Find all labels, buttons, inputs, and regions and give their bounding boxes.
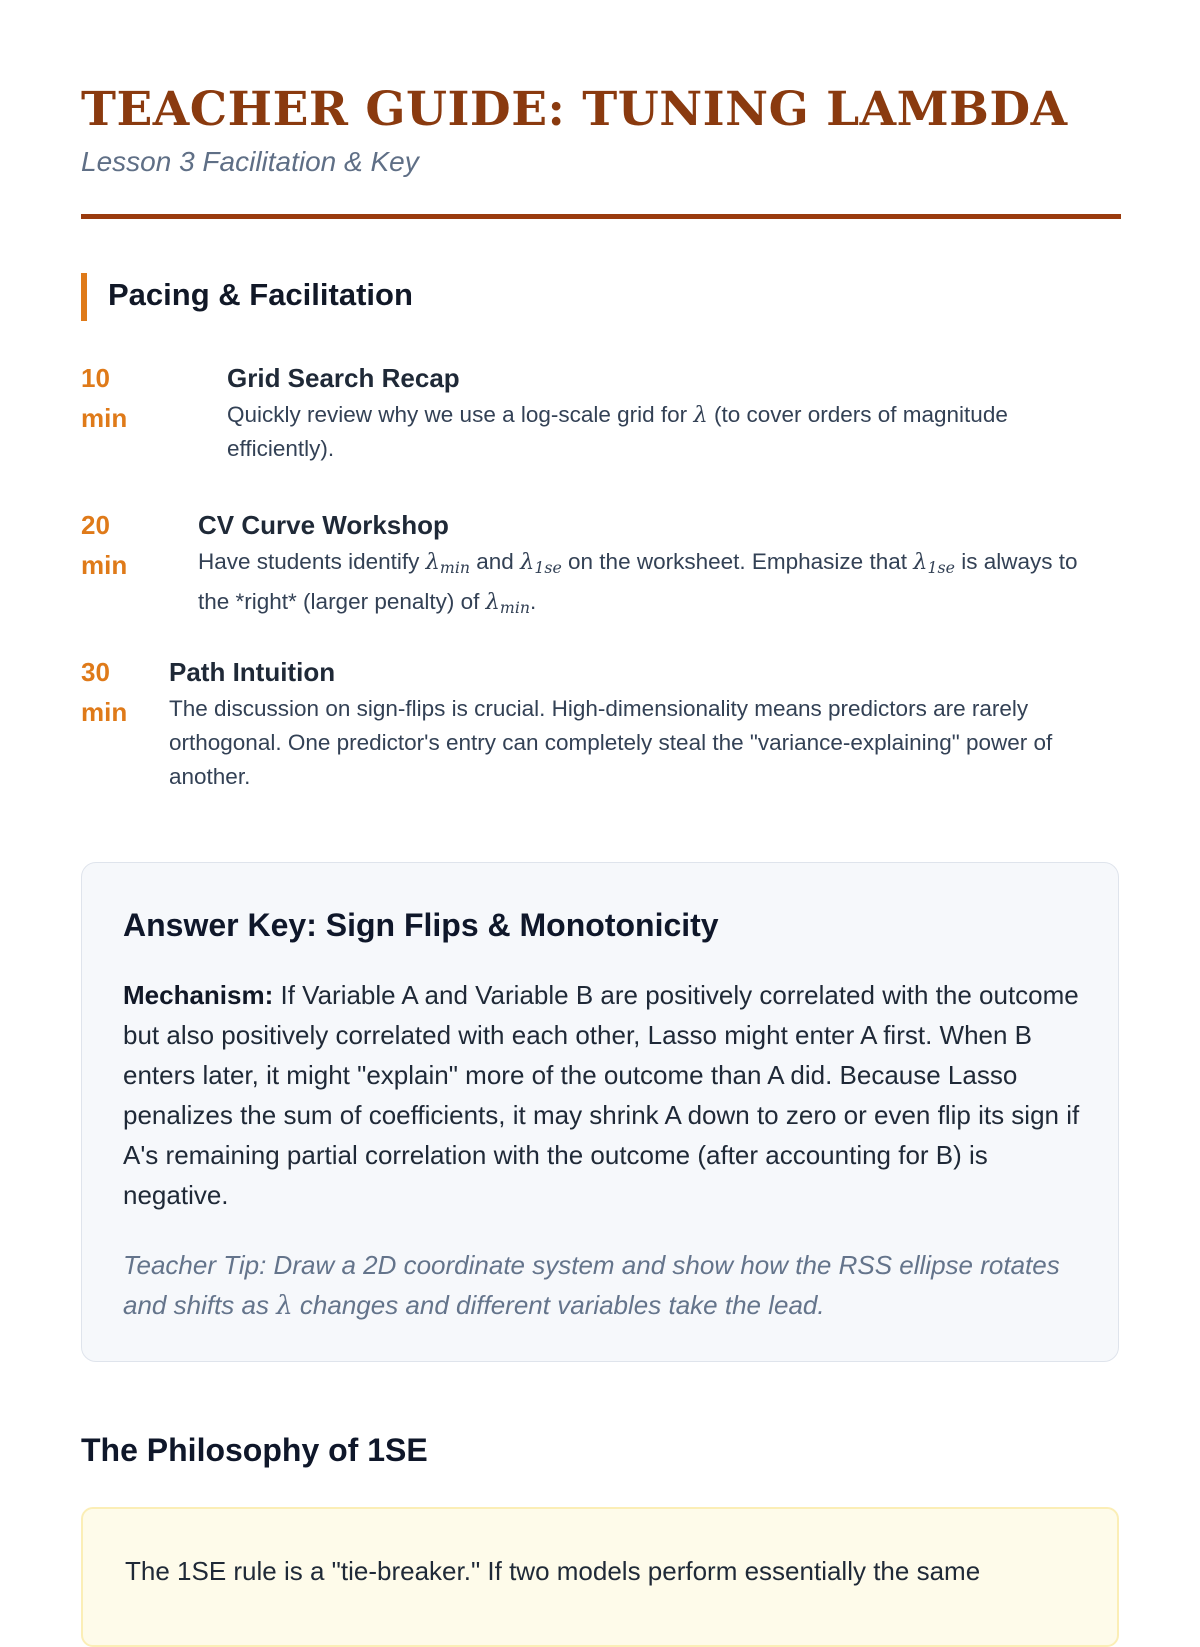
pacing-title: Path Intuition — [169, 657, 336, 687]
pacing-description — [227, 398, 1107, 466]
philosophy-title: The Philosophy of 1SE — [81, 1432, 428, 1468]
title-divider — [81, 214, 1121, 219]
lambda-symbol: λ — [693, 402, 708, 428]
answer-key-mechanism — [123, 975, 1083, 1215]
philosophy-note-box — [81, 1507, 1119, 1647]
lambda-1se-symbol — [913, 549, 955, 575]
tip-text: Teacher Tip: Draw a 2D coordinate system and show how the RSS ellipse rotates and shifts as — [123, 1250, 1060, 1320]
desc-text: . — [530, 588, 537, 614]
lambda-subscript: 1se — [927, 557, 955, 577]
lambda-min-symbol — [426, 549, 470, 575]
pacing-body — [169, 652, 1089, 794]
lambda-symbol: λ — [913, 549, 928, 575]
lambda-subscript: min — [499, 597, 531, 617]
lambda-subscript: min — [439, 557, 471, 577]
page-subtitle: Lesson 3 Facilitation & Key — [81, 146, 419, 177]
pacing-description — [198, 545, 1098, 625]
lambda-symbol: λ — [485, 588, 500, 615]
pacing-body — [227, 358, 1107, 466]
lambda-symbol: λ — [425, 549, 440, 575]
lambda-subscript: 1se — [534, 557, 562, 577]
pacing-time: 20 min — [81, 510, 128, 580]
lambda-1se-symbol — [520, 549, 562, 575]
pacing-body — [198, 505, 1098, 625]
pacing-heading: Pacing & Facilitation — [108, 277, 413, 312]
mechanism-text: If Variable A and Variable B are positively correlated with the outcome but also positively correlated with each other, Lasso might enter A first. When B enters later, it might "explain" more of the outcome than A did. Because Lasso penalizes the sum of coefficients, it may shrink A down to zero or even flip its sign if A's remaining partial correlation with the outcome (after accounting for B) is negative. — [123, 980, 1080, 1210]
desc-text: is always to the *right* (larger penalty) of — [198, 549, 1078, 614]
pacing-time: 30 min — [81, 657, 128, 727]
answer-key-box — [81, 862, 1119, 1362]
desc-text: (to cover orders of magnitude efficiently). — [227, 402, 1008, 461]
philosophy-text: The 1SE rule is a "tie-breaker." If two models perform essentially the same — [125, 1556, 981, 1586]
teacher-tip — [123, 1245, 1083, 1326]
lambda-symbol: λ — [520, 549, 535, 575]
section-accent-bar — [81, 273, 87, 321]
desc-text: and — [470, 549, 521, 574]
tip-text: changes and different variables take the lead. — [292, 1290, 825, 1320]
answer-key-title: Answer Key: Sign Flips & Monotonicity — [123, 907, 719, 943]
lambda-symbol: λ — [276, 1291, 293, 1321]
pacing-title: CV Curve Workshop — [198, 510, 449, 540]
pacing-description: The discussion on sign-flips is crucial. High-dimensionality means predictors are rarely orthogonal. One predictor's entry can completely steal the "variance-explaining" power of another. — [169, 696, 1053, 789]
desc-text: on the worksheet. Emphasize that — [561, 549, 914, 574]
lambda-min-symbol — [486, 589, 530, 615]
mechanism-label: Mechanism: — [123, 980, 274, 1010]
page-title: TEACHER GUIDE: TUNING LAMBDA — [81, 82, 1068, 137]
pacing-title: Grid Search Recap — [227, 363, 460, 393]
desc-text: Quickly review why we use a log-scale grid for — [227, 402, 694, 427]
desc-text: Have students identify — [198, 549, 426, 574]
pacing-time: 10 min — [81, 363, 128, 433]
